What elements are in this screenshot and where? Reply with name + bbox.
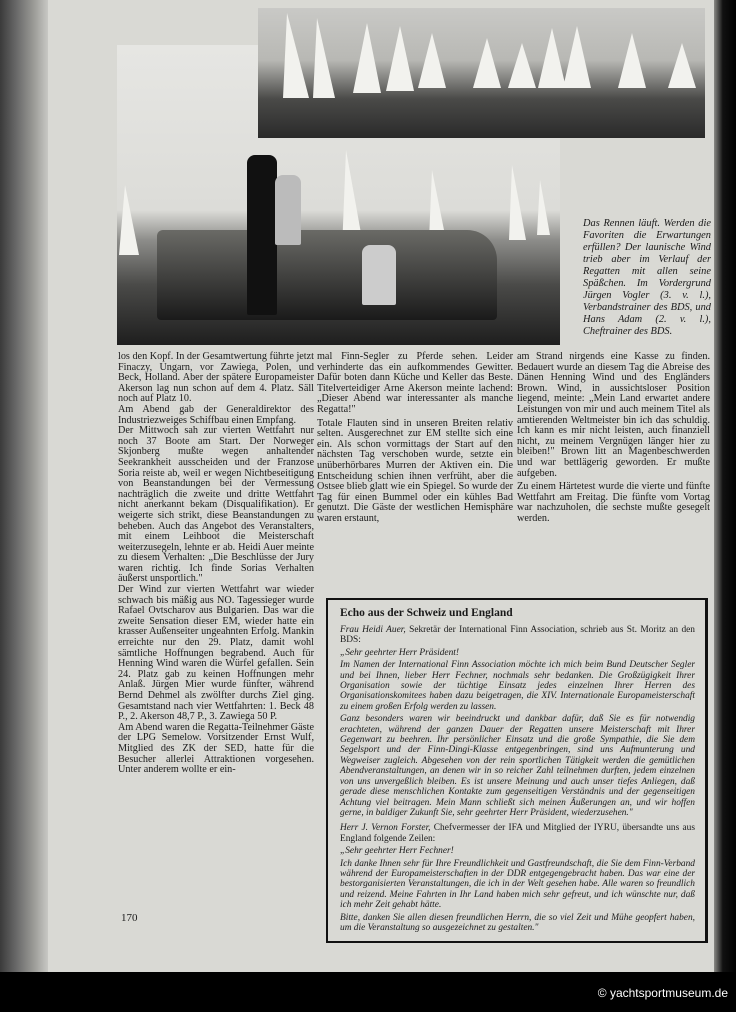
letter-paragraph: „Sehr geehrter Herr Präsident! (340, 647, 459, 658)
sail (668, 43, 696, 88)
paragraph: Am Abend gab der Generaldirektor des Industriezweiges Schiffbau einen Empfang. (118, 403, 314, 426)
box-title: Echo aus der Schweiz und England (340, 607, 513, 619)
sail (509, 165, 526, 240)
sail (508, 43, 536, 88)
letter-paragraph: Ganz besonders waren wir beeindruckt und dankbar dafür, daß Sie es für notwendig erachteten, während der ganzen Dauer der Regatten unsere Meisterschaft mit Ihrer Gegenwart zu beehren. Ihr persönlicher Einsatz und die große Sympathie, die Sie dem Segelsport und der Finn-Dingi-Klasse entgegenbringen, sind uns Aufmunterung und Wegweiser zugleich. Abgesehen von der rein sportlichen Tätigkeit werden die gemütlichen Abendveranstaltungen, an denen wir in so reicher Zahl teilnehmen durften, jedem einzelnen von uns unvergeßlich bleiben. Es ist unsere Meinung und auch unser tiefes Anliegen, daß gerade diese menschlichen Kontakte zum gegenseitigen Verständnis und der gegenseitigen Achtung viel beitragen. Mein Mann schließt sich meinen Äußerungen an, und wir hoffen gerne, in baldiger Zukunft Sie, sehr geehrter Herr Präsident, wiederzusehen." (340, 714, 695, 818)
intro-text: Sekretär der International Finn Association, schrieb aus St. Moritz an den BDS: (340, 625, 695, 646)
sail (353, 23, 381, 93)
sail (473, 38, 501, 88)
author-name: Frau Heidi Auer, (340, 625, 406, 635)
text-column-1 (118, 352, 314, 776)
sail (313, 18, 335, 98)
paragraph: mal Finn-Segler zu Pferde sehen. Leider verhinderte das ein aufkommendes Gewitter. Dafür boten dann Küche und Keller das Beste. Titelverteidiger Arne Akerson meinte lachend: „Dieser Abend war interessanter als manche Regatta!" (317, 351, 513, 415)
sail (538, 28, 566, 88)
watermark-text: © yachtsportmuseum.de (597, 986, 728, 1000)
sail (119, 185, 139, 255)
author-name: Herr J. Vernon Forster, (340, 823, 431, 834)
letter-paragraph: „Sehr geehrter Herr Fechner! (340, 846, 454, 857)
intro-text: Chefvermesser der IFA und Mitglied der IYRU, übersandte uns aus England folgende Zeilen: (340, 823, 695, 844)
letter-paragraph: Bitte, danken Sie allen diesen freundlichen Herrn, die so viel Zeit und Mühe geopfert haben, um die Veranstaltung so ausgezeichnet zu gestalten." (340, 912, 695, 933)
sail (563, 26, 591, 88)
paragraph: Der Mittwoch sah zur vierten Wettfahrt nur noch 37 Boote am Start. Der Norweger Skjonberg mußte wegen anhaltender Seekrankheit ausscheiden und der Franzose Soria reiste ab, weil er wegen Nichtbeseitigung von Beanstandungen bei der Vermessung nachträglich die zweite und dritte Wettfahrt nicht anerkannt bekam (Disqualifikation). Er weigerte sich strikt, diese Beanstandungen zu beheben. Auch das Angebot des Veranstalters, mit einem Leihboot die Meisterschaft weiterzusegeln, lehnte er ab. Heidi Auer meinte zu diesem Verhalten: „Die Beschlüsse der Jury waren richtig. Ich finde Sorias Verhalten äußerst unsportlich." (118, 425, 314, 585)
paragraph: Am Abend waren die Regatta-Teilnehmer Gäste der LPG Semelow. Vorsitzender Ernst Wulf, Mitglied des ZK der SED, hatte für die Besucher allerlei Attraktionen vorgesehen. Unter anderem wollte er ein- (118, 721, 314, 776)
intro-forster (340, 823, 695, 844)
page-binding-shadow (0, 0, 48, 1012)
person (275, 175, 301, 245)
text-column-3 (517, 352, 710, 525)
paragraph: los den Kopf. In der Gesamtwertung führte jetzt Finaczy, Ungarn, vor Zawiega, Polen, und Beck, Holland. Aber der spätere Europameister Akerson lag nun schon auf dem 4. Platz. Säll noch auf Platz 10. (118, 351, 314, 405)
sail (537, 180, 550, 235)
sidebar-box-echo (326, 598, 708, 943)
intro-auer (340, 625, 695, 646)
watermark-bar (0, 972, 736, 1012)
sail (418, 33, 446, 88)
photo-regatta-fleet (258, 8, 705, 138)
person (247, 155, 277, 315)
paragraph: Der Wind zur vierten Wettfahrt war wieder schwach bis mäßig aus NO. Tagessieger wurde Rafael Ovtscharov aus Bulgarien. Das war die zweite Sensation dieser EM, wieder hatte ein krasser Außenseiter ungeahnten Erfolg. Mankin erreichte nur den 29. Platz, damit wohl sämtliche Hoffnungen begrabend. Auch für Henning Wind waren die Würfel gefallen. Sein 24. Platz gab zu keinen Hoffnungen mehr Anlaß. Jürgen Mier wurde fünfter, während Bernd Dehmel als zwölfter durchs Ziel ging. Gesamtstand nach vier Wettfahrten: 1. Beck 48 P., 2. Akerson 48,7 P., 3. Zawiega 50 P. (118, 584, 314, 723)
paragraph: am Strand nirgends eine Kasse zu finden. Bedauert wurde an diesem Tag die Abreise des Dänen Henning Wind und des Engländers Brown. Wind, in aussichtsloser Position liegend, meinte: „Mein Land erwartet andere Leistungen von mir und auch meinem Titel als amtierenden Weltmeister bin ich das schuldig. Ich kann es mir nicht leisten, auch finanziell nicht, zu meinem Vergnügen länger hier zu bleiben!" Brown litt an Magenbeschwerden und war bettlägerig geworden. Er mußte aufgeben. (517, 351, 710, 479)
paragraph: Totale Flauten sind in unseren Breiten relativ selten. Ausgerechnet zur EM stellte sich eine ein. Als schon vormittags der Start auf den nächsten Tag verschoben wurde, setzte ein unüberhörbares Murren der Aktiven ein. Die Entscheidung schien ihnen verfrüht, aber die Ostsee blieb glatt wie ein Spiegel. So wurde der Tag für einen Bummel oder ein kühles Bad genutzt. Die Gäste der westlichen Hemisphäre waren erstaunt, (317, 417, 513, 524)
text-column-2 (317, 352, 513, 525)
person (362, 245, 396, 305)
page-number: 170 (121, 912, 138, 924)
page-edge-shadow (714, 0, 736, 1012)
sail (283, 13, 309, 98)
letter-paragraph: Im Namen der International Finn Association möchte ich mich beim Bund Deutscher Segler und bei Ihnen, lieber Herr Fechner, nochmals sehr bedanken. Die Großzügigkeit Ihrer Organisation sowie der tüchtige Einsatz jedes einzelnen Ihrer Herren des Organisationskomitees haben dazu beigetragen, die XIV. Internationale Europameisterschaft zu einem großen Erfolg werden zu lassen. (340, 660, 695, 712)
sail (386, 26, 414, 91)
letter-paragraph: Ich danke Ihnen sehr für Ihre Freundlichkeit und Gastfreundschaft, die Sie dem Finn-Verband während der Europameisterschaften in der DDR entgegengebracht haben. Das war eine der bestorganisierten Veranstaltungen, die ich in der Welt gesehen habe. Alle waren so freundlich und reizend. Meine Fahrten in Ihr Land haben mich sehr gefreut, und ich wünschte nur, daß ich mehr Zeit gehabt hätte. (340, 858, 695, 911)
paragraph: Zu einem Härtetest wurde die vierte und fünfte Wettfahrt am Freitag. Die fünfte vom Vortag war nachzuholen, die sechste mußte gesegelt werden. (517, 481, 710, 524)
motor-boat (157, 230, 497, 320)
sail (618, 33, 646, 88)
photo-caption: Das Rennen läuft. Werden die Favoriten die Erwartungen erfüllen? Der launische Wind trieb aber im Verlauf der Regatten mit allen seine Späßchen. Im Vordergrund Jürgen Vogler (3. v. l.), Verbandstrainer des BDS, und Hans Adam (2. v. l.), Cheftrainer des BDS. (583, 218, 711, 337)
